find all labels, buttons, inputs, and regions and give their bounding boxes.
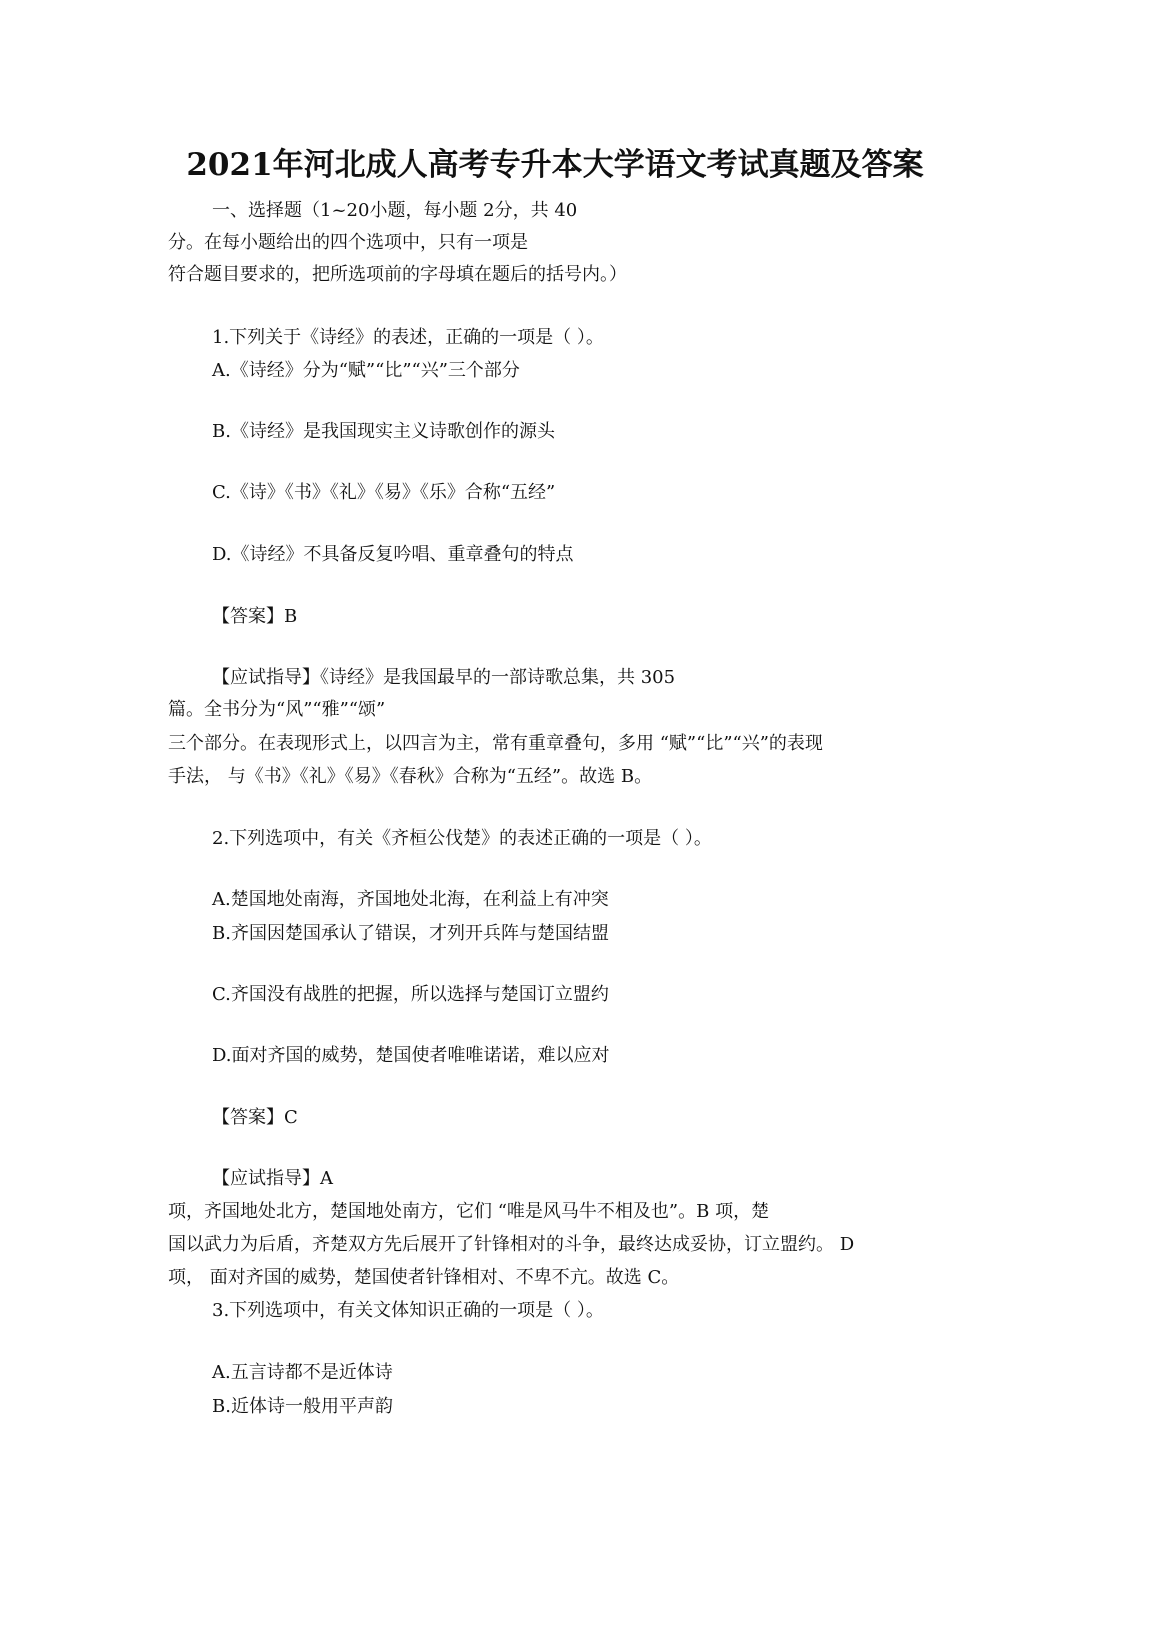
option: C.《诗》《书》《礼》《易》《乐》合称“五经” xyxy=(212,482,556,503)
guide-line: 国以武力为后盾，齐楚双方先后展开了针锋相对的斗争，最终达成妥协，订立盟约。 D xyxy=(168,1234,855,1255)
question-stem: 1.下列关于《诗经》的表述，正确的一项是（ ）。 xyxy=(212,327,604,348)
section-heading-line: 符合题目要求的，把所选项前的字母填在题后的括号内。） xyxy=(168,264,627,285)
answer: 【答案】C xyxy=(212,1107,298,1128)
guide-line: 项，齐国地处北方，楚国地处南方，它们 “唯是风马牛不相及也”。B 项，楚 xyxy=(168,1201,770,1222)
option: B.齐国因楚国承认了错误，才列开兵阵与楚国结盟 xyxy=(212,923,609,944)
guide-line: 【应试指导】《诗经》是我国最早的一部诗歌总集，共 305 xyxy=(212,667,676,688)
option: A.《诗经》分为“赋”“比”“兴”三个部分 xyxy=(212,360,520,381)
answer: 【答案】B xyxy=(212,606,298,627)
option: D.面对齐国的威势，楚国使者唯唯诺诺，难以应对 xyxy=(212,1045,610,1066)
guide-line: 三个部分。在表现形式上，以四言为主，常有重章叠句，多用 “赋”“比”“兴”的表现 xyxy=(168,733,823,754)
option: D.《诗经》不具备反复吟唱、重章叠句的特点 xyxy=(212,544,574,565)
question-stem: 2.下列选项中，有关《齐桓公伐楚》的表述正确的一项是（ ）。 xyxy=(212,828,712,849)
guide-line: 【应试指导】A xyxy=(212,1168,333,1189)
option: A.五言诗都不是近体诗 xyxy=(212,1362,393,1383)
section-heading-line: 分。在每小题给出的四个选项中，只有一项是 xyxy=(168,232,528,253)
option: B.近体诗一般用平声韵 xyxy=(212,1396,393,1417)
guide-line: 篇。全书分为“风”“雅”“颂” xyxy=(168,699,386,720)
guide-line: 手法， 与《书》《礼》《易》《春秋》合称为“五经”。故选 B。 xyxy=(168,766,653,787)
section-heading-line: 一、选择题（1~20小题，每小题 2分，共 40 xyxy=(212,200,578,221)
option: C.齐国没有战胜的把握，所以选择与楚国订立盟约 xyxy=(212,984,609,1005)
question-stem: 3.下列选项中，有关文体知识正确的一项是（ ）。 xyxy=(212,1300,604,1321)
document-title: 2021年河北成人高考专升本大学语文考试真题及答案 xyxy=(186,147,924,183)
guide-line: 项， 面对齐国的威势，楚国使者针锋相对、不卑不亢。故选 C。 xyxy=(168,1267,680,1288)
option: A.楚国地处南海，齐国地处北海，在利益上有冲突 xyxy=(212,889,609,910)
option: B.《诗经》是我国现实主义诗歌创作的源头 xyxy=(212,421,555,442)
